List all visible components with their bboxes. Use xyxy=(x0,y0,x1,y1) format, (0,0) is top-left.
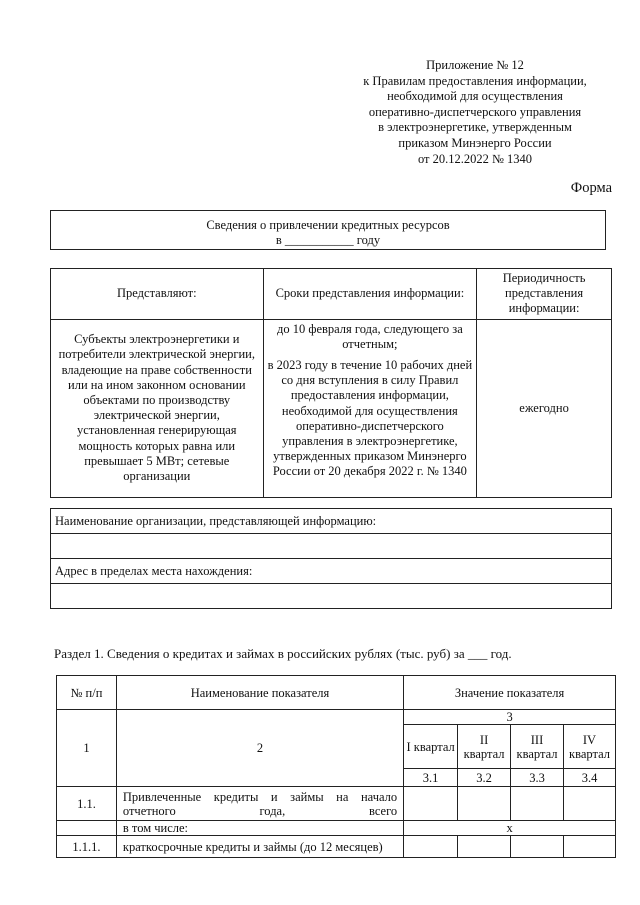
submission-info-table xyxy=(50,268,612,498)
value-cell[interactable] xyxy=(564,836,616,858)
quarter-2-index: 3.2 xyxy=(458,769,511,787)
header-deadlines: Сроки представления информации: xyxy=(263,269,477,320)
col-value-index: 3 xyxy=(404,710,616,725)
value-cell[interactable] xyxy=(458,787,511,821)
row-name: в том числе: xyxy=(116,821,403,836)
periodicity-cell: ежегодно xyxy=(477,319,612,497)
quarter-1-header: I квартал xyxy=(404,725,458,769)
col-number-header: № п/п xyxy=(57,676,117,710)
col-name-index: 2 xyxy=(116,710,403,787)
value-cell[interactable] xyxy=(511,836,564,858)
org-address-label: Адрес в пределах места нахождения: xyxy=(51,559,612,584)
submitters-cell: Субъекты электроэнергетики и потребители электрической энергии, владеющие на праве собственности или на ином законном основании объектами по производству электрической энергии, установленная генерирующая мощность которых равна или превышает 5 МВт; сетевые организации xyxy=(51,319,264,497)
appendix-header xyxy=(330,58,620,167)
row-name: краткосрочные кредиты и займы (до 12 месяцев) xyxy=(116,836,403,858)
form-title-box xyxy=(50,210,606,250)
org-name-label: Наименование организации, представляющей информацию: xyxy=(51,509,612,534)
deadline-2023: в 2023 году в течение 10 рабочих дней со дня вступления в силу Правил предоставления информации, необходимой для осуществления оперативно-диспетчерского управления в электроэнергетике, утвержденных приказом Минэнерго России от 20 декабря 2022 г. № 1340 xyxy=(267,358,473,479)
form-title-year: в ___________ году xyxy=(275,233,381,247)
appendix-line: Приложение № 12 xyxy=(426,58,524,72)
quarter-2-header: II квартал xyxy=(458,725,511,769)
appendix-line: оперативно-диспетчерского управления xyxy=(368,104,582,119)
quarter-3-header: III квартал xyxy=(511,725,564,769)
col-name-header: Наименование показателя xyxy=(116,676,403,710)
quarter-1-index: 3.1 xyxy=(404,769,458,787)
value-cell[interactable] xyxy=(564,787,616,821)
form-label: Форма xyxy=(570,180,612,196)
org-name-value[interactable] xyxy=(51,534,612,559)
org-address-value[interactable] xyxy=(51,584,612,609)
deadline-regular: до 10 февраля года, следующего за отчетным; xyxy=(276,321,463,351)
organization-table xyxy=(50,508,612,609)
quarter-4-header: IV квартал xyxy=(564,725,616,769)
appendix-line: от 20.12.2022 № 1340 xyxy=(417,151,533,166)
appendix-line: приказом Минэнерго России xyxy=(398,135,552,150)
appendix-line: к Правилам предоставления информации, xyxy=(363,73,587,88)
header-periodicity: Периодичность представления информации: xyxy=(477,269,612,320)
row-number: 1.1.1. xyxy=(57,836,117,858)
row-name: Привлеченные кредиты и займы на начало отчетного года, всего xyxy=(116,787,403,821)
header-submitters: Представляют: xyxy=(51,269,264,320)
quarter-3-index: 3.3 xyxy=(511,769,564,787)
form-title: Сведения о привлечении кредитных ресурсов xyxy=(206,218,450,232)
row-number xyxy=(57,821,117,836)
value-cell[interactable] xyxy=(511,787,564,821)
loans-table xyxy=(56,675,616,858)
row-number: 1.1. xyxy=(57,787,117,821)
merged-value-cell: х xyxy=(404,821,616,836)
value-cell[interactable] xyxy=(404,836,458,858)
appendix-line: в электроэнергетике, утвержденным xyxy=(378,120,572,135)
deadlines-cell xyxy=(263,319,477,497)
appendix-line: необходимой для осуществления xyxy=(387,89,563,104)
value-cell[interactable] xyxy=(458,836,511,858)
value-cell[interactable] xyxy=(404,787,458,821)
col-number-index: 1 xyxy=(57,710,117,787)
quarter-4-index: 3.4 xyxy=(564,769,616,787)
section-1-title: Раздел 1. Сведения о кредитах и займах в российских рублях (тыс. руб) за ___ год. xyxy=(54,646,512,661)
col-value-header: Значение показателя xyxy=(404,676,616,710)
